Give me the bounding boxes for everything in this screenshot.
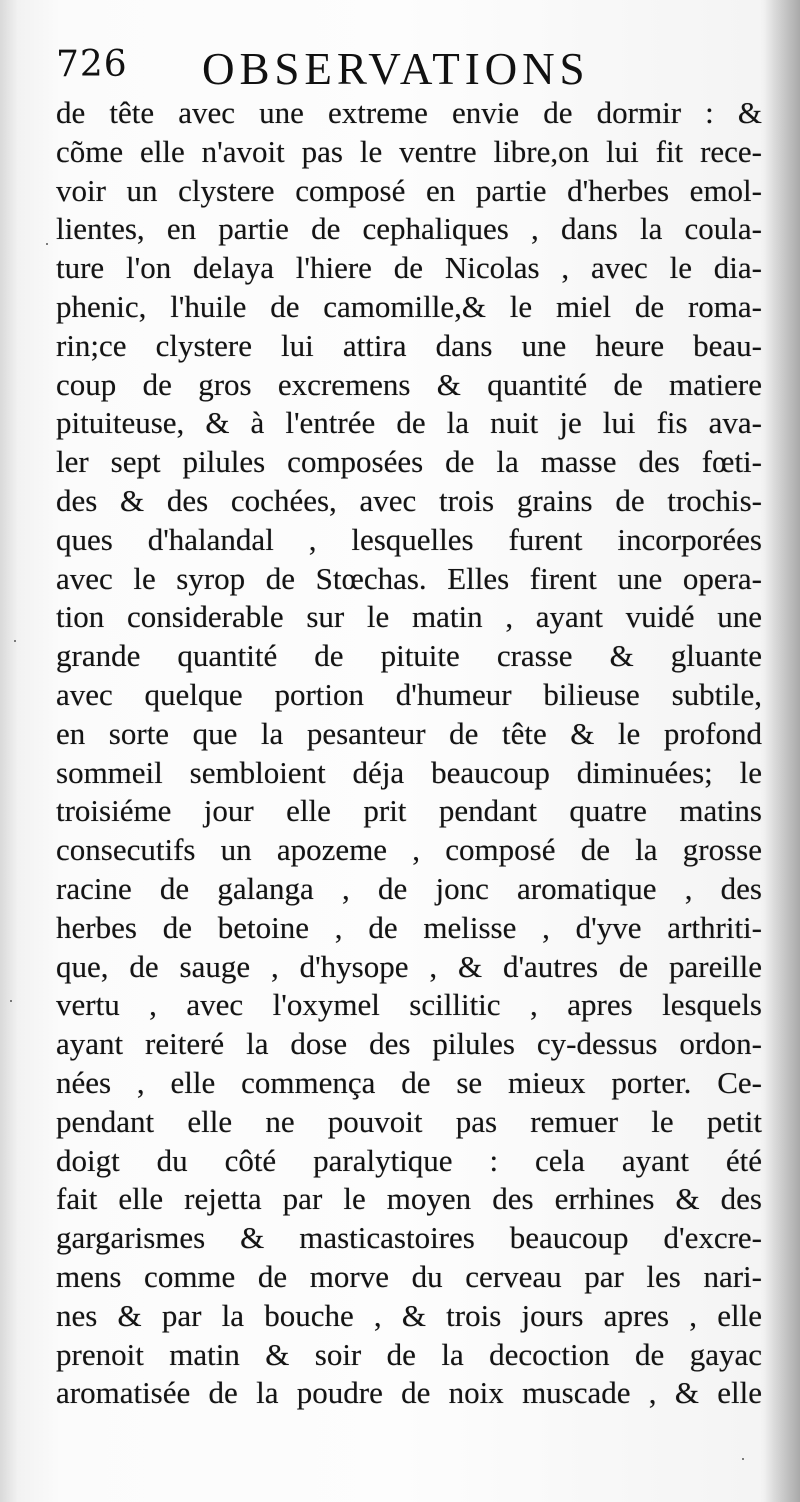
text-line: ques d'halandal , lesquelles furent incorporées bbox=[56, 521, 762, 557]
text-line: lientes, en partie de cephaliques , dans la coula- bbox=[56, 211, 762, 247]
text-line: avec quelque portion d'humeur bilieuse subtile, bbox=[56, 676, 762, 712]
text-line: sommeil sembloient déja beaucoup diminuées; le bbox=[56, 754, 762, 790]
text-line: nées , elle commença de se mieux porter. Ce- bbox=[56, 1064, 762, 1100]
text-line: ture l'on delaya l'hiere de Nicolas , avec le dia- bbox=[56, 250, 762, 286]
text-line: coup de gros excremens & quantité de matiere bbox=[56, 366, 762, 402]
text-line: aromatisée de la poudre de noix muscade , & elle bbox=[56, 1375, 762, 1411]
text-line: ler sept pilules composées de la masse des fœti- bbox=[56, 444, 762, 480]
text-line: gargarismes & masticastoires beaucoup d'excre- bbox=[56, 1220, 762, 1256]
text-line: nes & par la bouche , & trois jours apres , elle bbox=[56, 1297, 762, 1333]
text-line: prenoit matin & soir de la decoction de gayac bbox=[56, 1336, 762, 1372]
body-text bbox=[56, 94, 762, 1413]
paper-speck bbox=[46, 243, 48, 245]
text-line: herbes de betoine , de melisse , d'yve arthriti- bbox=[56, 909, 762, 945]
text-line: consecutifs un apozeme , composé de la grosse bbox=[56, 832, 762, 868]
text-line: que, de sauge , d'hysope , & d'autres de pareille bbox=[56, 948, 762, 984]
text-line: racine de galanga , de jonc aromatique , des bbox=[56, 870, 762, 906]
text-line: mens comme de morve du cerveau par les nari- bbox=[56, 1258, 762, 1294]
text-line: fait elle rejetta par le moyen des errhines & des bbox=[56, 1181, 762, 1217]
paper-speck bbox=[742, 1458, 744, 1460]
running-title: OBSERVATIONS bbox=[202, 43, 590, 94]
page-edge-shadow bbox=[764, 0, 800, 1502]
text-line: en sorte que la pesanteur de tête & le profond bbox=[56, 715, 762, 751]
text-line: tion considerable sur le matin , ayant vuidé une bbox=[56, 599, 762, 635]
page-header bbox=[56, 42, 756, 98]
text-line: troisiéme jour elle prit pendant quatre matins bbox=[56, 793, 762, 829]
text-line: doigt du côté paralytique : cela ayant été bbox=[56, 1142, 762, 1178]
page-number: 726 bbox=[56, 44, 128, 85]
text-line: cõme elle n'avoit pas le ventre libre,on lui fit rece- bbox=[56, 133, 762, 169]
text-line: avec le syrop de Stœchas. Elles firent une opera- bbox=[56, 560, 762, 596]
paper-speck bbox=[10, 1000, 12, 1002]
paper-speck bbox=[14, 640, 16, 642]
text-line: pendant elle ne pouvoit pas remuer le petit bbox=[56, 1103, 762, 1139]
text-line: de tête avec une extreme envie de dormir : & bbox=[56, 95, 762, 130]
text-line: pituiteuse, & à l'entrée de la nuit je lui fis ava- bbox=[56, 405, 762, 441]
text-line: grande quantité de pituite crasse & gluante bbox=[56, 638, 762, 674]
text-line: voir un clystere composé en partie d'herbes emol- bbox=[56, 172, 762, 208]
text-line: rin;ce clystere lui attira dans une heure beau- bbox=[56, 327, 762, 363]
text-line: des & des cochées, avec trois grains de trochis- bbox=[56, 482, 762, 518]
text-line: ayant reiteré la dose des pilules cy-dessus ordon- bbox=[56, 1026, 762, 1062]
text-line: phenic, l'huile de camomille,& le miel de roma- bbox=[56, 288, 762, 324]
text-line: vertu , avec l'oxymel scillitic , apres lesquels bbox=[56, 987, 762, 1023]
